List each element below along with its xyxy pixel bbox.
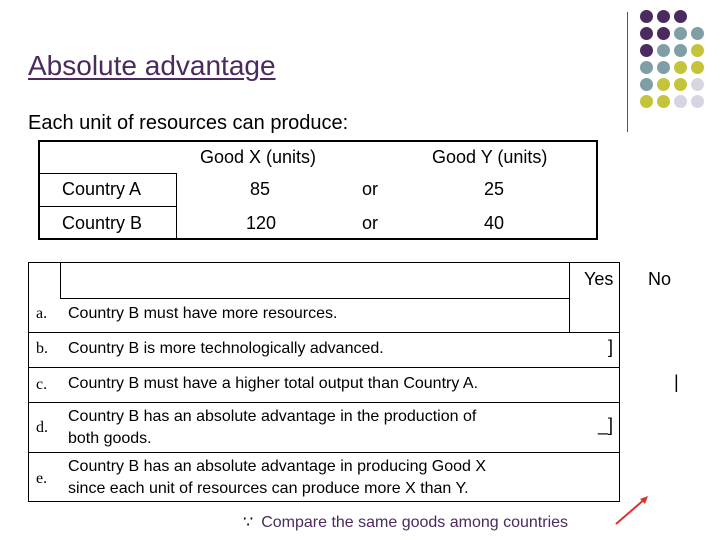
- option-b-text: Country B is more technologically advanced.: [68, 340, 384, 357]
- option-c-no-mark[interactable]: |: [674, 372, 679, 392]
- resources-table: [38, 140, 598, 240]
- slide-title: Absolute advantage: [28, 50, 276, 81]
- hint-note-text: Compare the same goods among countries: [261, 514, 569, 531]
- option-a-text: Country B must have more resources.: [68, 305, 338, 322]
- header-yes: Yes: [584, 269, 614, 289]
- option-e-text-line1: Country B has an absolute advantage in producing Good X: [68, 458, 487, 475]
- option-e-letter: e.: [36, 470, 48, 487]
- decorative-dot-cluster: [640, 10, 716, 120]
- option-e-text-line2: since each unit of resources can produce more X than Y.: [68, 480, 469, 497]
- option-b-letter: b.: [36, 340, 48, 357]
- option-d-letter: d.: [36, 419, 48, 436]
- row-country-a-label: Country A: [62, 179, 142, 199]
- red-arrow-icon: [612, 492, 652, 528]
- hint-note: [243, 512, 568, 532]
- option-d-yes-mark[interactable]: _]: [598, 415, 614, 435]
- row-country-b-x: 120: [246, 213, 277, 233]
- option-c-text: Country B must have a higher total output than Country A.: [68, 375, 479, 392]
- option-d-text-line2: both goods.: [68, 430, 152, 447]
- header-no: No: [648, 269, 672, 289]
- row-country-a-y: 25: [484, 179, 505, 199]
- decorative-divider-line: [627, 12, 628, 132]
- row-country-a-or: or: [362, 179, 379, 199]
- row-country-b-label: Country B: [62, 213, 143, 233]
- header-good-x: Good X (units): [200, 147, 317, 167]
- because-symbol: ∵: [243, 514, 254, 531]
- row-country-b-y: 40: [484, 213, 505, 233]
- row-country-b-or: or: [362, 213, 379, 233]
- options-table: [28, 262, 679, 502]
- slide-subtitle: Each unit of resources can produce:: [28, 112, 349, 134]
- row-country-a-x: 85: [250, 179, 271, 199]
- option-a-letter: a.: [36, 305, 48, 322]
- header-good-y: Good Y (units): [432, 147, 548, 167]
- option-c-letter: c.: [36, 376, 48, 393]
- option-b-yes-mark[interactable]: ]: [608, 337, 614, 357]
- option-d-text-line1: Country B has an absolute advantage in the production of: [68, 408, 477, 425]
